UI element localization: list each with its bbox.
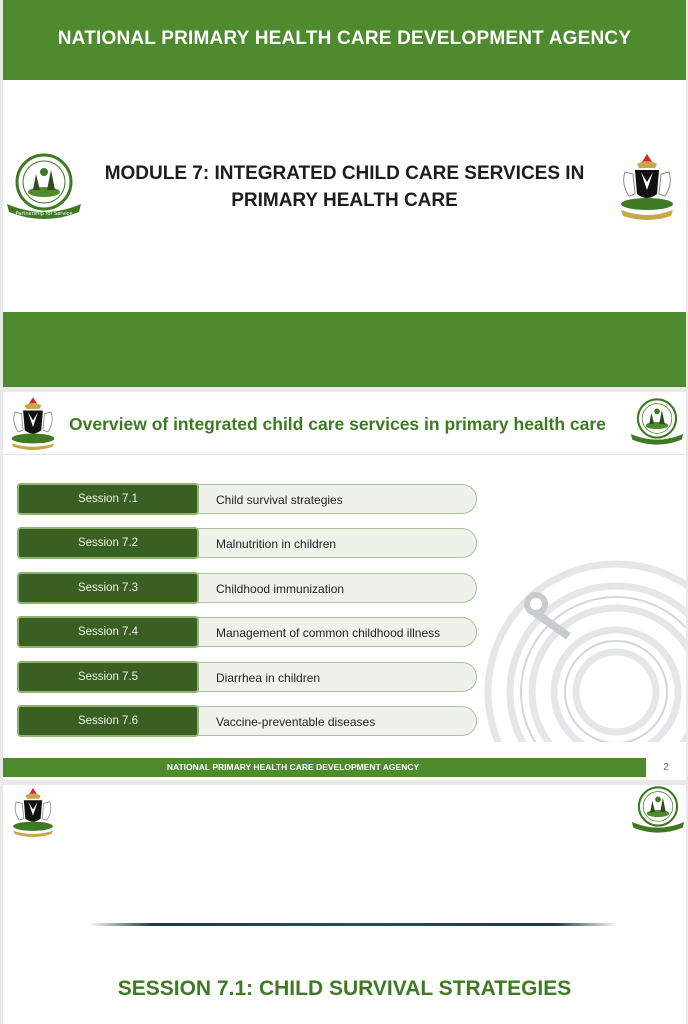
session-topic: Child survival strategies: [187, 484, 477, 514]
slide-2: [3, 392, 686, 780]
session-topic: Childhood immunization: [187, 573, 477, 603]
session-title: SESSION 7.1: CHILD SURVIVAL STRATEGIES: [117, 977, 572, 1000]
agency-header: NATIONAL PRIMARY HEALTH CARE DEVELOPMENT AGENCY: [57, 28, 632, 49]
footer-agency: NATIONAL PRIMARY HEALTH CARE DEVELOPMENT AGENCY: [166, 762, 420, 772]
nigeria-coat-of-arms-icon: [611, 150, 683, 227]
slide1-footer-bar: [3, 312, 686, 387]
nphcda-logo-icon: [3, 152, 85, 227]
nigeria-coat-of-arms-icon: [3, 394, 63, 455]
session-label: Session 7.1: [17, 483, 199, 515]
session-label: Session 7.6: [17, 705, 199, 737]
session-label: Session 7.3: [17, 572, 199, 604]
session-topic: Diarrhea in children: [187, 662, 477, 692]
nigeria-coat-of-arms-icon: [5, 785, 61, 842]
slide2-footer-bar: [3, 758, 686, 777]
slide1-header-bar: [3, 0, 686, 80]
title-separator-line: [88, 923, 618, 926]
session-row-7-2[interactable]: [17, 528, 479, 560]
module-title-line-1: MODULE 7: INTEGRATED CHILD CARE SERVICES IN: [104, 163, 585, 184]
session-label: Session 7.2: [17, 527, 199, 559]
module-title-line-2: PRIMARY HEALTH CARE: [231, 190, 458, 211]
nphcda-logo-icon: [628, 396, 686, 453]
session-topic: Vaccine-preventable diseases: [187, 706, 477, 736]
nphcda-logo-icon: [629, 785, 686, 840]
title-divider: [3, 454, 686, 455]
session-row-7-6[interactable]: [17, 706, 479, 738]
session-topic: Malnutrition in children: [187, 528, 477, 558]
overview-title: Overview of integrated child care services in primary health care: [69, 414, 606, 434]
svg-text:Partnership for Service: Partnership for Service: [15, 211, 73, 217]
session-label: Session 7.4: [17, 616, 199, 648]
module-title: [93, 160, 596, 214]
page-number: 2: [646, 758, 686, 777]
session-row-7-4[interactable]: [17, 617, 479, 649]
slide-3: [3, 785, 686, 1024]
session-row-7-5[interactable]: [17, 662, 479, 694]
session-label: Session 7.5: [17, 661, 199, 693]
session-topic: Management of common childhood illness: [187, 617, 477, 647]
session-row-7-3[interactable]: [17, 573, 479, 605]
slide-1: [3, 0, 686, 387]
session-row-7-1[interactable]: [17, 484, 479, 516]
